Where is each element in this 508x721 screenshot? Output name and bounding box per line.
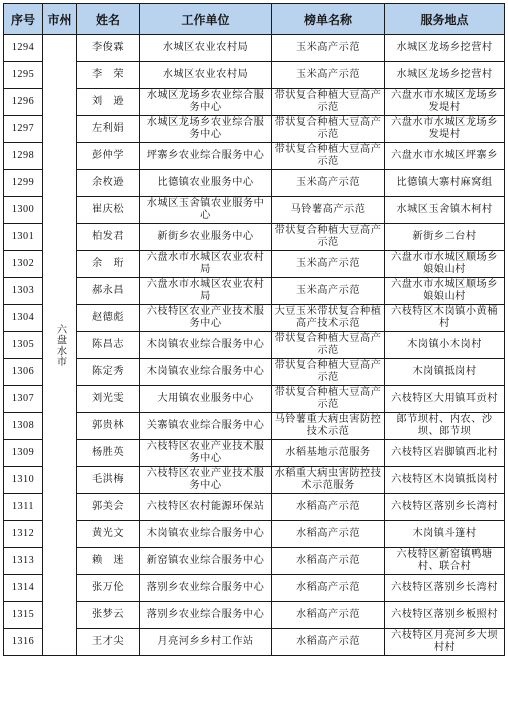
cell-place: 六枝特区月亮河乡大坝村村	[385, 629, 505, 656]
cell-seq: 1298	[4, 143, 43, 170]
cell-list: 水稻高产示范	[272, 629, 385, 656]
roster-table	[3, 3, 505, 656]
cell-unit: 水城区龙场乡农业综合服务中心	[140, 89, 272, 116]
cell-seq: 1315	[4, 602, 43, 629]
cell-list: 玉米高产示范	[272, 62, 385, 89]
table-row	[4, 494, 505, 521]
cell-unit: 月亮河乡乡村工作站	[140, 629, 272, 656]
cell-place: 木岗镇斗篷村	[385, 521, 505, 548]
cell-seq: 1308	[4, 413, 43, 440]
table-row	[4, 170, 505, 197]
cell-name: 陈定秀	[77, 359, 140, 386]
table-row	[4, 278, 505, 305]
cell-seq: 1312	[4, 521, 43, 548]
cell-unit: 六枝特区农业产业技术服务中心	[140, 440, 272, 467]
cell-list: 水稻高产示范	[272, 548, 385, 575]
cell-list: 大豆玉米带状复合种植高产技术示范	[272, 305, 385, 332]
table-row	[4, 197, 505, 224]
table-row	[4, 386, 505, 413]
cell-seq: 1295	[4, 62, 43, 89]
header-list: 榜单名称	[272, 4, 385, 35]
cell-place: 六枝特区新窑镇鸭塘村、联合村	[385, 548, 505, 575]
cell-unit: 落别乡农业综合服务中心	[140, 575, 272, 602]
cell-name: 李俊霖	[77, 35, 140, 62]
table-row	[4, 305, 505, 332]
cell-name: 郭贵林	[77, 413, 140, 440]
cell-seq: 1310	[4, 467, 43, 494]
cell-unit: 六枝特区农村能源环保站	[140, 494, 272, 521]
cell-place: 比德镇大寨村麻窝组	[385, 170, 505, 197]
cell-list: 玉米高产示范	[272, 170, 385, 197]
cell-name: 陈昌志	[77, 332, 140, 359]
cell-seq: 1299	[4, 170, 43, 197]
cell-name: 王才尖	[77, 629, 140, 656]
cell-unit: 水城区玉舍镇农业服务中心	[140, 197, 272, 224]
table-row	[4, 359, 505, 386]
cell-place: 郎节坝村、内农、沙坝、郎节坝	[385, 413, 505, 440]
cell-unit: 新窑镇农业综合服务中心	[140, 548, 272, 575]
cell-list: 水稻重大病虫害防控技术示范服务	[272, 467, 385, 494]
cell-name: 左利娟	[77, 116, 140, 143]
cell-name: 刘 逊	[77, 89, 140, 116]
table-row	[4, 224, 505, 251]
cell-place: 六盘水市水城区顺场乡娘娘山村	[385, 251, 505, 278]
cell-unit: 木岗镇农业综合服务中心	[140, 359, 272, 386]
cell-seq: 1313	[4, 548, 43, 575]
cell-place: 六盘水市水城区坪寨乡	[385, 143, 505, 170]
cell-unit: 坪寨乡农业综合服务中心	[140, 143, 272, 170]
cell-place: 六枝特区木岗镇小黄桶村	[385, 305, 505, 332]
cell-name: 张梦云	[77, 602, 140, 629]
cell-unit: 新街乡农业服务中心	[140, 224, 272, 251]
cell-seq: 1300	[4, 197, 43, 224]
cell-place: 水城区玉舍镇木柯村	[385, 197, 505, 224]
header-unit: 工作单位	[140, 4, 272, 35]
header-seq: 序号	[4, 4, 43, 35]
cell-unit: 六盘水市水城区农业农村局	[140, 251, 272, 278]
table-row	[4, 89, 505, 116]
cell-place: 六枝特区落别乡长湾村	[385, 575, 505, 602]
table-row	[4, 35, 505, 62]
cell-list: 带状复合种植大豆高产示范	[272, 386, 385, 413]
table-row	[4, 62, 505, 89]
cell-place: 木岗镇小木岗村	[385, 332, 505, 359]
table-row	[4, 251, 505, 278]
cell-seq: 1304	[4, 305, 43, 332]
cell-place: 木岗镇抵岗村	[385, 359, 505, 386]
cell-seq: 1306	[4, 359, 43, 386]
cell-list: 带状复合种植大豆高产示范	[272, 143, 385, 170]
cell-unit: 木岗镇农业综合服务中心	[140, 332, 272, 359]
cell-place: 水城区龙场乡挖营村	[385, 35, 505, 62]
cell-unit: 六枝特区农业产业技术服务中心	[140, 467, 272, 494]
cell-list: 带状复合种植大豆高产示范	[272, 332, 385, 359]
cell-list: 水稻高产示范	[272, 602, 385, 629]
cell-unit: 水城区龙场乡农业综合服务中心	[140, 116, 272, 143]
cell-place: 水城区龙场乡挖营村	[385, 62, 505, 89]
table-row	[4, 143, 505, 170]
cell-unit: 落别乡农业综合服务中心	[140, 602, 272, 629]
cell-list: 带状复合种植大豆高产示范	[272, 116, 385, 143]
cell-place: 六盘水市水城区顺场乡娘娘山村	[385, 278, 505, 305]
cell-seq: 1305	[4, 332, 43, 359]
table-row	[4, 467, 505, 494]
table-row	[4, 521, 505, 548]
cell-list: 水稻基地示范服务	[272, 440, 385, 467]
cell-list: 水稻高产示范	[272, 575, 385, 602]
cell-list: 玉米高产示范	[272, 278, 385, 305]
cell-place: 六盘水市水城区龙场乡发堤村	[385, 116, 505, 143]
cell-name: 杨胜英	[77, 440, 140, 467]
cell-name: 崔庆松	[77, 197, 140, 224]
cell-list: 水稻高产示范	[272, 521, 385, 548]
cell-unit: 六枝特区农业产业技术服务中心	[140, 305, 272, 332]
cell-name: 黄光文	[77, 521, 140, 548]
cell-list: 带状复合种植大豆高产示范	[272, 89, 385, 116]
cell-name: 余 珩	[77, 251, 140, 278]
table-row	[4, 602, 505, 629]
cell-seq: 1302	[4, 251, 43, 278]
cell-name: 刘光雯	[77, 386, 140, 413]
table-header-row	[4, 4, 505, 35]
cell-list: 带状复合种植大豆高产示范	[272, 359, 385, 386]
cell-name: 余枚逊	[77, 170, 140, 197]
cell-seq: 1314	[4, 575, 43, 602]
cell-place: 六枝特区大用镇耳贡村	[385, 386, 505, 413]
cell-place: 六枝特区落别乡板照村	[385, 602, 505, 629]
cell-seq: 1297	[4, 116, 43, 143]
cell-seq: 1311	[4, 494, 43, 521]
table-row	[4, 116, 505, 143]
cell-seq: 1301	[4, 224, 43, 251]
cell-seq: 1303	[4, 278, 43, 305]
cell-name: 郝永昌	[77, 278, 140, 305]
table-row	[4, 548, 505, 575]
cell-list: 玉米高产示范	[272, 251, 385, 278]
cell-place: 新街乡二台村	[385, 224, 505, 251]
cell-list: 马铃薯重大病虫害防控技术示范	[272, 413, 385, 440]
cell-seq: 1309	[4, 440, 43, 467]
cell-unit: 木岗镇农业综合服务中心	[140, 521, 272, 548]
cell-seq: 1307	[4, 386, 43, 413]
cell-unit: 六盘水市水城区农业农村局	[140, 278, 272, 305]
cell-unit: 水城区农业农村局	[140, 62, 272, 89]
cell-name: 毛洪梅	[77, 467, 140, 494]
cell-seq: 1316	[4, 629, 43, 656]
table-row	[4, 413, 505, 440]
cell-place: 六枝特区落别乡长湾村	[385, 494, 505, 521]
cell-unit: 关寨镇农业综合服务中心	[140, 413, 272, 440]
cell-name: 李 荣	[77, 62, 140, 89]
cell-name: 郭美会	[77, 494, 140, 521]
cell-unit: 大用镇农业服务中心	[140, 386, 272, 413]
cell-name: 彭仲学	[77, 143, 140, 170]
cell-list: 玉米高产示范	[272, 35, 385, 62]
table-row	[4, 575, 505, 602]
header-name: 姓名	[77, 4, 140, 35]
cell-place: 六枝特区岩脚镇西北村	[385, 440, 505, 467]
cell-list: 马铃薯高产示范	[272, 197, 385, 224]
cell-place: 六枝特区木岗镇抵岗村	[385, 467, 505, 494]
cell-city: 六盘水市	[43, 35, 77, 656]
cell-list: 带状复合种植大豆高产示范	[272, 224, 385, 251]
header-place: 服务地点	[385, 4, 505, 35]
table-row	[4, 332, 505, 359]
cell-unit: 水城区农业农村局	[140, 35, 272, 62]
cell-seq: 1294	[4, 35, 43, 62]
cell-name: 赵德彪	[77, 305, 140, 332]
table-row	[4, 629, 505, 656]
header-city: 市州	[43, 4, 77, 35]
cell-name: 赖 迷	[77, 548, 140, 575]
cell-unit: 比德镇农业服务中心	[140, 170, 272, 197]
cell-list: 水稻高产示范	[272, 494, 385, 521]
cell-name: 张万伦	[77, 575, 140, 602]
cell-seq: 1296	[4, 89, 43, 116]
table-row	[4, 440, 505, 467]
cell-place: 六盘水市水城区龙场乡发堤村	[385, 89, 505, 116]
cell-name: 柏发君	[77, 224, 140, 251]
table-body	[4, 35, 505, 656]
